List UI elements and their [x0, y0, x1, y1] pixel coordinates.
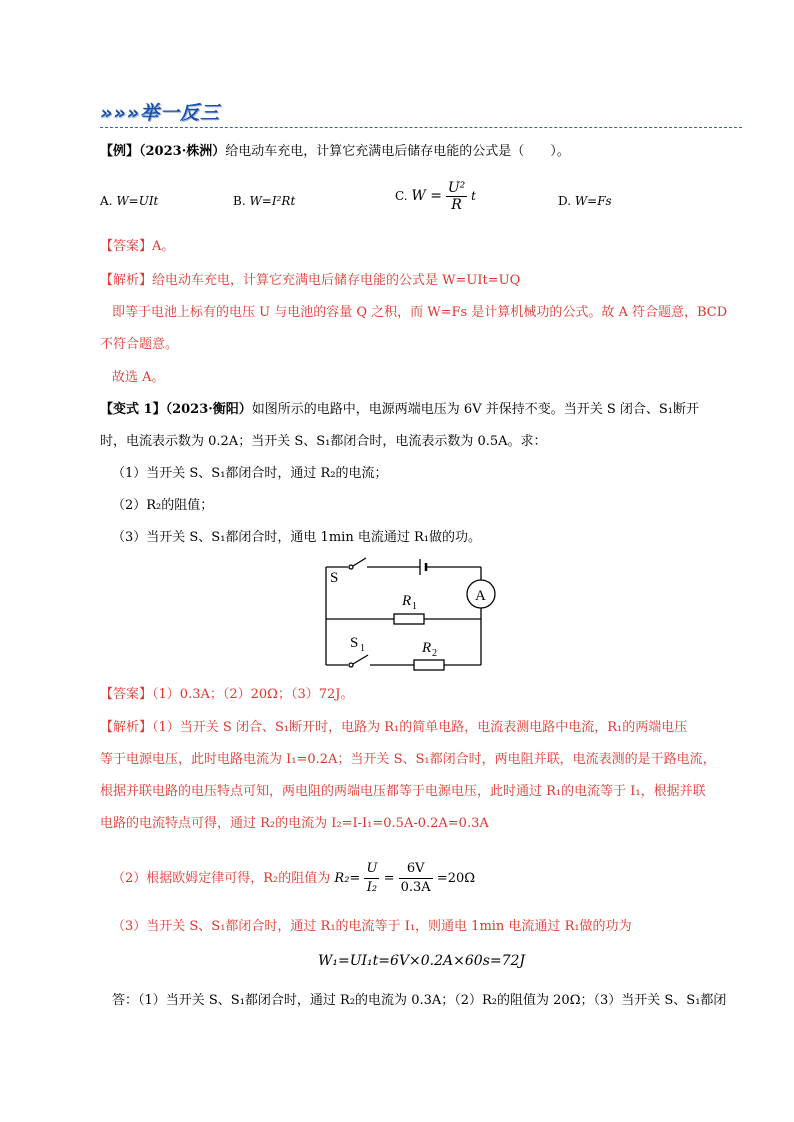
variant-analysis-line1: 【解析】（1）当开关 S 闭合、S₁断开时，电路为 R₁的简单电路，电流表测电路中电流，R₁的两端电压: [100, 720, 688, 735]
banner-divider: [100, 127, 742, 128]
variant-question-line1: 【变式 1】（2023·衡阳）如图所示的电路中，电源两端电压为 6V 并保持不变。当开关 S 闭合、S₁断开: [100, 402, 700, 417]
option-a: A. W=UIt: [100, 194, 159, 208]
example-choose: 故选 A。: [112, 370, 165, 385]
example-analysis-line1: 【解析】给电动车充电，计算它充满电后储存电能的公式是 W=UIt=UQ: [100, 273, 521, 288]
variant-tag: 【变式 1】: [100, 402, 166, 417]
switch-s1-pivot: [349, 663, 353, 667]
variant-q1: （1）当开关 S、S₁都闭合时，通过 R₂的电流；: [112, 466, 388, 481]
label-s1-sub: 1: [360, 643, 365, 654]
example-question: 给电动车充电，计算它充满电后储存电能的公式是（ ）。: [225, 144, 570, 159]
circuit-diagram: [310, 555, 510, 675]
option-b: B. W=I²Rt: [233, 194, 296, 208]
option-b-formula: W=I²Rt: [249, 194, 296, 208]
label-r1-sub: 1: [412, 601, 417, 612]
label-r1: R: [402, 593, 412, 609]
switch-s-pivot: [349, 565, 353, 569]
variant-q2: （2）R₂的阻值；: [112, 498, 214, 513]
label-ammeter: A: [475, 588, 486, 604]
label-r2-sub: 2: [432, 648, 437, 659]
example-tag: 【例】: [100, 144, 140, 159]
ohm-fraction-1: $\frac{U}{\text{I₂}}$: [366, 861, 378, 895]
label-r2: R: [422, 640, 432, 656]
option-a-formula: W=UIt: [116, 194, 159, 208]
label-s: S: [330, 570, 339, 586]
variant-analysis-line2: 等于电源电压，此时电路电流为 I₁=0.2A；当开关 S、S₁都闭合时，两电阻并联，电流表测的是干路电流，: [100, 752, 716, 767]
resistor-r2: [414, 660, 444, 670]
variant-source: （2023·衡阳）: [165, 402, 252, 417]
option-d-formula: W=Fs: [574, 194, 612, 208]
ohm-fraction-2: $\frac{6V}{0.3A}$: [400, 861, 431, 895]
example-source: （2023·株洲）: [139, 144, 226, 159]
example-analysis-line3: 不符合题意。: [100, 337, 179, 352]
example-analysis-line2: 即等于电池上标有的电压 U 与电池的容量 Q 之积，而 W=Fs 是计算机械功的公式。故 A 符合题意，BCD: [112, 305, 728, 320]
variant-q3: （3）当开关 S、S₁都闭合时，通电 1min 电流通过 R₁做的功。: [112, 530, 481, 545]
option-c-fraction: $\frac{\text{U²}}{R}$: [447, 180, 466, 213]
variant-analysis-part2: （2）根据欧姆定律可得，R₂的阻值为 R₂= $\frac{U}{\text{I₂}}$ = $\frac{6V}{0.3A}$ =20Ω: [112, 861, 476, 895]
variant-conclusion: 答：（1）当开关 S、S₁都闭合时，通过 R₂的电流为 0.3A；（2）R₂的阻值为 20Ω；（3）当开关 S、S₁都闭: [112, 993, 727, 1008]
label-s1: S: [350, 635, 359, 651]
switch-s-blade: [353, 558, 366, 566]
variant-analysis-line4: 电路的电流特点可得，通过 R₂的电流为 I₂=I-I₁=0.5A-0.2A=0.3A: [100, 816, 489, 831]
resistor-r1: [394, 614, 424, 624]
work-formula: W₁=UI₁t=6V×0.2A×60s=72J: [318, 953, 526, 969]
section-banner: »»»举一反三: [100, 102, 221, 124]
example-question-line: [100, 143, 570, 161]
variant-question-line2: 时，电流表示数为 0.2A；当开关 S、S₁都闭合时，电流表示数为 0.5A。求：: [100, 434, 547, 449]
variant-analysis-part3: （3）当开关 S、S₁都闭合时，通过 R₁的电流等于 I₁，则通电 1min 电流通过 R₁做的功为: [112, 919, 632, 934]
variant-answer: 【答案】（1）0.3A；（2）20Ω；（3）72J。: [100, 687, 354, 702]
switch-s1-blade: [353, 655, 368, 664]
option-d: D. W=Fs: [558, 194, 612, 208]
option-c: C. W = $\frac{\text{U²}}{R}$ t: [395, 180, 476, 213]
example-answer: 【答案】A。: [100, 239, 175, 254]
variant-analysis-line3: 根据并联电路的电压特点可知，两电阻的两端电压都等于电源电压，此时通过 R₁的电流等于 I₁，根据并联: [100, 784, 706, 799]
